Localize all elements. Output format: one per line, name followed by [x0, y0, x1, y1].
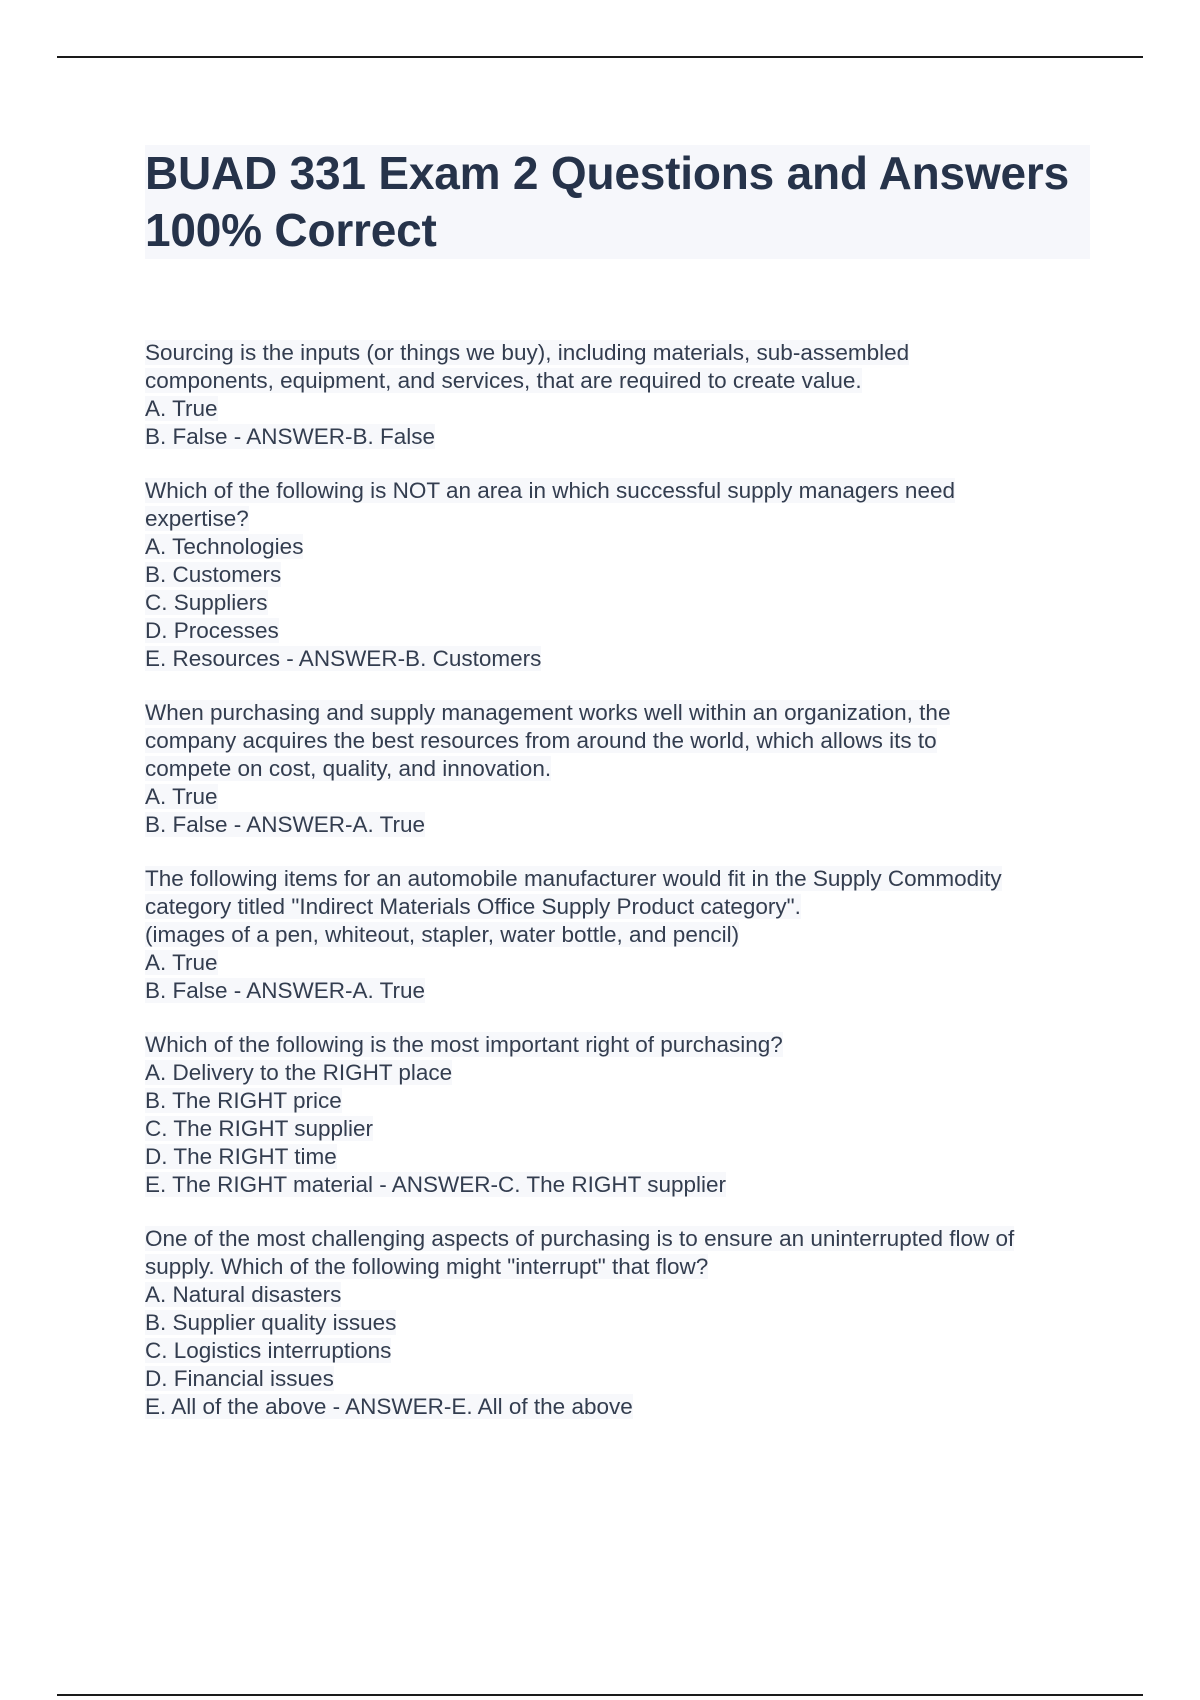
- question-line: One of the most challenging aspects of purchasing is to ensure an uninterrupted flow of: [145, 1226, 1015, 1251]
- answer-option: C. Logistics interruptions: [145, 1338, 392, 1363]
- question-line: category titled "Indirect Materials Office Supply Product category".: [145, 894, 801, 919]
- answer-option: C. Suppliers: [145, 590, 268, 615]
- answer-option: B. The RIGHT price: [145, 1088, 342, 1113]
- question-item: [145, 339, 1085, 451]
- answer-option-with-key: B. False - ANSWER-B. False: [145, 424, 436, 449]
- question-line: The following items for an automobile manufacturer would fit in the Supply Commodity: [145, 866, 1002, 891]
- answer-option-with-key: E. All of the above - ANSWER-E. All of the above: [145, 1394, 633, 1419]
- question-item: [145, 1031, 1085, 1199]
- answer-option: A. True: [145, 784, 218, 809]
- page-title: BUAD 331 Exam 2 Questions and Answers 100% Correct: [145, 147, 1069, 256]
- answer-option: A. Technologies: [145, 534, 304, 559]
- answer-option-with-key: E. The RIGHT material - ANSWER-C. The RIGHT supplier: [145, 1172, 726, 1197]
- answer-option: A. Natural disasters: [145, 1282, 342, 1307]
- answer-option: B. Customers: [145, 562, 282, 587]
- question-list: [145, 339, 1085, 1447]
- question-line: components, equipment, and services, that are required to create value.: [145, 368, 862, 393]
- top-rule: [57, 56, 1143, 58]
- answer-option-with-key: E. Resources - ANSWER-B. Customers: [145, 646, 542, 671]
- answer-option-with-key: B. False - ANSWER-A. True: [145, 812, 426, 837]
- answer-option: C. The RIGHT supplier: [145, 1116, 373, 1141]
- question-line: company acquires the best resources from around the world, which allows its to: [145, 728, 937, 753]
- question-line: Sourcing is the inputs (or things we buy), including materials, sub-assembled: [145, 340, 910, 365]
- answer-option: B. Supplier quality issues: [145, 1310, 397, 1335]
- answer-option: D. Processes: [145, 618, 279, 643]
- answer-option-with-key: B. False - ANSWER-A. True: [145, 978, 426, 1003]
- question-line: supply. Which of the following might "interrupt" that flow?: [145, 1254, 709, 1279]
- question-item: [145, 865, 1085, 1005]
- question-line: Which of the following is the most important right of purchasing?: [145, 1032, 783, 1057]
- question-line: Which of the following is NOT an area in which successful supply managers need: [145, 478, 955, 503]
- answer-option: A. Delivery to the RIGHT place: [145, 1060, 453, 1085]
- question-item: [145, 477, 1085, 673]
- question-line: expertise?: [145, 506, 249, 531]
- question-line: compete on cost, quality, and innovation.: [145, 756, 552, 781]
- answer-option: A. True: [145, 950, 218, 975]
- question-line: (images of a pen, whiteout, stapler, water bottle, and pencil): [145, 922, 740, 947]
- title-block: [145, 145, 1090, 259]
- answer-option: D. Financial issues: [145, 1366, 334, 1391]
- answer-option: A. True: [145, 396, 218, 421]
- bottom-rule: [57, 1694, 1143, 1696]
- question-item: [145, 1225, 1085, 1421]
- answer-option: D. The RIGHT time: [145, 1144, 337, 1169]
- question-item: [145, 699, 1085, 839]
- question-line: When purchasing and supply management works well within an organization, the: [145, 700, 951, 725]
